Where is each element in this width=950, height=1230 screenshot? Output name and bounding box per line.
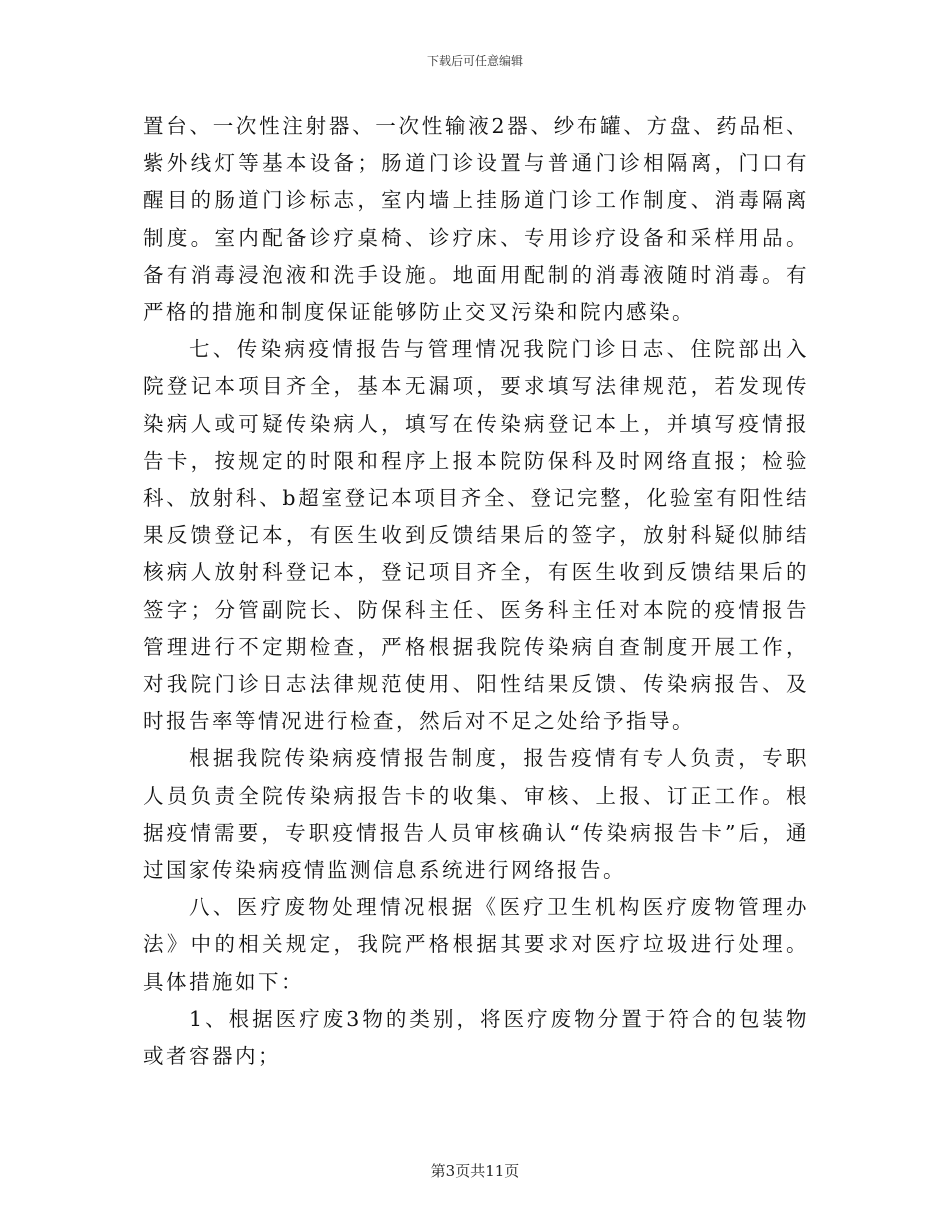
page-footer-number: 第3页共11页 — [430, 1162, 520, 1180]
document-body — [143, 108, 809, 1075]
paragraph-report-system: 根据我院传染病疫情报告制度，报告疫情有专人负责，专职人员负责全院传染病报告卡的收集、审核、上报、订正工作。根据疫情需要，专职疫情报告人员审核确认“传染病报告卡”后，通过国家传染病疫情监测信息系统进行网络报告。 — [143, 746, 809, 883]
paragraph-section-8: 八、医疗废物处理情况根据《医疗卫生机构医疗废物管理办法》中的相关规定，我院严格根据其要求对医疗垃圾进行处理。具体措施如下： — [143, 895, 809, 994]
page-header-note: 下载后可任意编辑 — [426, 54, 523, 68]
paragraph-section-7: 七、传染病疫情报告与管理情况我院门诊日志、住院部出入院登记本项目齐全，基本无漏项，要求填写法律规范，若发现传染病人或可疑传染病人，填写在传染病登记本上，并填写疫情报告卡，按规定的时限和程序上报本院防保科及时网络直报；检验科、放射科、b超室登记本项目齐全、登记完整，化验室有阳性结果反馈登记本，有医生收到反馈结果后的签字，放射科疑似肺结核病人放射科登记本，登记项目齐全，有医生收到反馈结果后的签字；分管副院长、防保科主任、医务科主任对本院的疫情报告管理进行不定期检查，严格根据我院传染病自查制度开展工作，对我院门诊日志法律规范使用、阳性结果反馈、传染病报告、及时报告率等情况进行检查，然后对不足之处给予指导。 — [143, 337, 809, 734]
paragraph-measure-1: 1、根据医疗废3物的类别，将医疗废物分置于符合的包装物或者容器内； — [143, 1006, 809, 1069]
paragraph-equipment: 置台、一次性注射器、一次性输液2器、纱布罐、方盘、药品柜、紫外线灯等基本设备；肠道门诊设置与普通门诊相隔离，门口有醒目的肠道门诊标志，室内墙上挂肠道门诊工作制度、消毒隔离制度。室内配备诊疗桌椅、诊疗床、专用诊疗设备和采样用品。备有消毒浸泡液和洗手设施。地面用配制的消毒液随时消毒。有严格的措施和制度保证能够防止交叉污染和院内感染。 — [143, 114, 809, 325]
